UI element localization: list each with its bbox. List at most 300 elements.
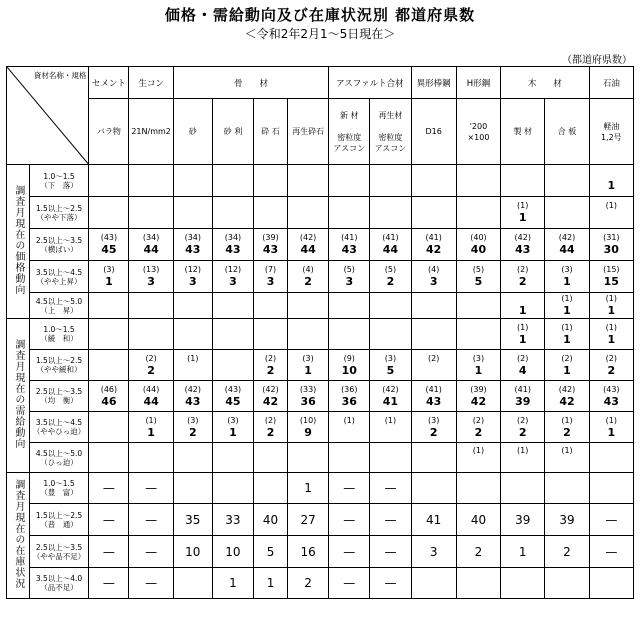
table-cell	[411, 536, 456, 568]
current-value	[213, 333, 253, 347]
spec-h-beam	[456, 99, 500, 165]
current-value: 2	[266, 363, 275, 377]
table-cell	[456, 536, 500, 568]
current-value: 2	[147, 363, 155, 377]
previous-value	[89, 445, 128, 456]
current-value	[213, 304, 253, 318]
previous-value	[174, 293, 212, 304]
current-value	[288, 179, 328, 193]
table-row	[7, 165, 634, 197]
table-cell	[411, 319, 456, 350]
previous-value: (1)	[145, 415, 157, 425]
table-cell	[545, 229, 589, 261]
table-cell	[456, 568, 500, 599]
table-cell	[589, 568, 633, 599]
table-row	[7, 319, 634, 350]
table-cell	[212, 536, 253, 568]
section-label-price	[7, 165, 30, 319]
stock-value: —	[102, 512, 115, 527]
spec-deformed-bar: D16	[411, 99, 456, 165]
previous-value: (43)	[603, 384, 620, 394]
current-value	[288, 333, 328, 347]
current-value	[457, 211, 500, 225]
current-value	[329, 333, 369, 347]
corner-label: 資材名称・規格	[33, 71, 87, 80]
spec-oil-1: 軽油	[603, 121, 620, 131]
table-cell	[370, 197, 411, 229]
table-cell	[329, 165, 370, 197]
previous-value: (1)	[343, 415, 355, 425]
spec-gravel: 砂 利	[212, 99, 253, 165]
stock-value	[590, 481, 633, 495]
current-value	[254, 333, 287, 347]
current-value: 2	[607, 363, 616, 377]
stock-value: —	[384, 544, 397, 559]
current-value: 1	[563, 304, 571, 317]
table-cell	[254, 293, 288, 319]
previous-value	[213, 322, 253, 333]
table-cell	[545, 319, 589, 350]
table-cell	[329, 412, 370, 443]
row-label	[29, 412, 89, 443]
row-label-desc: （品不足）	[40, 583, 78, 592]
previous-value: (2)	[605, 353, 617, 363]
table-cell	[545, 504, 589, 536]
current-value	[213, 179, 253, 193]
table-cell	[288, 412, 329, 443]
previous-value: (1)	[605, 322, 617, 332]
current-value: 1	[229, 425, 237, 439]
previous-value	[457, 293, 500, 304]
previous-value: (1)	[605, 201, 617, 210]
current-value: 44	[382, 243, 399, 256]
current-value	[412, 211, 456, 225]
previous-value	[370, 293, 410, 304]
previous-value: (1)	[384, 415, 397, 425]
spec-oil	[589, 99, 633, 165]
current-value: 43	[341, 243, 357, 256]
table-row	[7, 350, 634, 381]
current-value	[412, 456, 456, 470]
table-row	[7, 229, 634, 261]
table-cell	[89, 473, 129, 504]
table-cell	[254, 473, 288, 504]
previous-value	[129, 322, 172, 333]
previous-value	[213, 168, 253, 179]
row-label	[29, 350, 89, 381]
table-cell	[288, 536, 329, 568]
current-value: 1	[304, 363, 312, 377]
table-cell	[589, 261, 633, 293]
table-cell	[212, 319, 253, 350]
row-label	[29, 381, 89, 412]
previous-value: (2)	[428, 353, 440, 363]
row-label-range: 1.5以上～2.5	[35, 510, 83, 520]
header-corner	[7, 67, 89, 165]
table-cell	[173, 536, 212, 568]
current-value: 3	[266, 275, 275, 288]
row-label	[29, 443, 89, 473]
page-title: 価格・需給動向及び在庫状況別 都道府県数	[164, 6, 476, 24]
table-cell	[456, 197, 500, 229]
previous-value: (3)	[472, 353, 485, 363]
table-cell	[173, 319, 212, 350]
stock-value: —	[145, 576, 158, 590]
table-cell	[254, 229, 288, 261]
table-cell	[173, 473, 212, 504]
table-cell	[129, 381, 173, 412]
table-cell	[545, 165, 589, 197]
row-label-range: 1.0～1.5	[43, 171, 75, 181]
current-value: 43	[426, 394, 442, 408]
current-value: 1	[518, 304, 527, 317]
table-cell	[129, 536, 173, 568]
table-cell	[501, 536, 545, 568]
row-label-desc: （やや緩和）	[36, 365, 82, 374]
table-cell	[501, 197, 545, 229]
current-value: 43	[262, 243, 279, 256]
previous-value: (42)	[514, 233, 531, 242]
table-cell	[329, 229, 370, 261]
table-cell	[288, 293, 329, 319]
stock-value: 40	[262, 512, 279, 527]
table-cell	[329, 197, 370, 229]
previous-value	[329, 200, 369, 211]
table-cell	[212, 165, 253, 197]
current-value: 1	[518, 332, 527, 346]
previous-value: (41)	[341, 233, 358, 242]
current-value	[370, 426, 410, 440]
table-cell	[89, 412, 129, 443]
table-row	[7, 473, 634, 504]
table-cell	[501, 350, 545, 381]
table-cell	[288, 319, 329, 350]
previous-value	[457, 168, 500, 179]
header-cement: セメント	[89, 67, 129, 99]
table-cell	[173, 197, 212, 229]
table-cell	[456, 504, 500, 536]
row-label-range: 1.0～1.5	[43, 325, 75, 334]
current-value: 10	[341, 363, 357, 377]
unit-label: （都道府県数）	[562, 55, 632, 66]
current-value	[213, 364, 253, 378]
stock-value: —	[384, 576, 397, 590]
table-cell	[129, 504, 173, 536]
table-cell	[456, 412, 500, 443]
stock-value: —	[343, 544, 356, 559]
table-cell	[589, 197, 633, 229]
spec-asphalt-new-1: 新 材	[340, 110, 359, 120]
previous-value	[329, 322, 369, 333]
previous-value	[590, 445, 633, 456]
previous-value	[213, 200, 253, 211]
table-cell	[288, 229, 329, 261]
table-cell	[589, 293, 633, 319]
table-cell	[173, 293, 212, 319]
row-label-desc: （緩 和）	[40, 334, 78, 343]
table-cell	[173, 165, 212, 197]
current-value	[213, 456, 253, 470]
current-value: 45	[101, 243, 117, 256]
current-value: 43	[185, 394, 201, 408]
table-cell	[212, 229, 253, 261]
table-cell	[89, 165, 129, 197]
previous-value: (42)	[382, 384, 399, 394]
current-value: 4	[518, 363, 527, 377]
table-cell	[329, 261, 370, 293]
table-cell	[589, 319, 633, 350]
row-label-desc: （ひっ迫）	[40, 457, 78, 467]
row-label-range: 2.5以上～3.5	[35, 542, 83, 552]
spec-h-beam-1: '200	[469, 121, 488, 131]
previous-value: (36)	[341, 384, 358, 394]
current-value	[288, 211, 328, 225]
stock-value: 2	[563, 544, 571, 559]
previous-value: (39)	[262, 233, 279, 242]
current-value: 2	[188, 425, 197, 439]
previous-value	[590, 168, 633, 179]
current-value: 3	[229, 275, 237, 288]
current-value: 36	[300, 394, 316, 408]
previous-value	[129, 445, 172, 456]
table-cell	[370, 319, 411, 350]
table-cell	[173, 229, 212, 261]
row-label-desc: （やや下落）	[36, 212, 82, 222]
previous-value: (44)	[142, 384, 160, 394]
previous-value: (39)	[470, 384, 487, 394]
table-cell	[288, 473, 329, 504]
stock-value	[457, 576, 500, 590]
table-cell	[456, 443, 500, 473]
header-asphalt: アスファルト合材	[329, 67, 411, 99]
stock-value: 1	[266, 576, 275, 590]
spec-asphalt-rec-3: アスコン	[374, 143, 407, 153]
stock-value: 1	[229, 576, 237, 590]
table-cell	[370, 229, 411, 261]
current-value: 2	[518, 425, 527, 439]
row-label-range: 1.5以上～2.5	[35, 203, 83, 213]
current-value: 3	[345, 275, 354, 288]
current-value	[89, 179, 128, 193]
current-value	[457, 304, 500, 318]
current-value	[174, 304, 212, 318]
previous-value	[412, 445, 456, 456]
table-row	[7, 381, 634, 412]
current-value: 1	[607, 332, 616, 346]
stock-value: 35	[185, 512, 201, 527]
row-label-desc: （均 衡）	[40, 396, 78, 405]
current-value: 46	[101, 394, 117, 408]
section-label-text: 調査月現在の在庫状況	[12, 479, 24, 589]
current-value	[545, 179, 588, 193]
table-cell	[370, 350, 411, 381]
table-cell	[370, 381, 411, 412]
stock-value: —	[102, 544, 115, 559]
previous-value	[501, 293, 544, 304]
current-value: 3	[147, 275, 155, 288]
previous-value	[213, 445, 253, 456]
row-label-range: 1.0～1.5	[43, 479, 75, 488]
stock-value: —	[102, 481, 115, 495]
table-cell	[173, 412, 212, 443]
previous-value: (3)	[227, 415, 239, 425]
table-cell	[173, 504, 212, 536]
table-cell	[370, 443, 411, 473]
current-value: 5	[386, 363, 395, 377]
previous-value: (1)	[561, 446, 573, 455]
stock-value: —	[343, 576, 356, 590]
previous-value	[288, 293, 328, 304]
current-value: 1	[607, 179, 616, 192]
table-cell	[370, 293, 411, 319]
current-value: 1	[563, 332, 571, 346]
table-cell	[501, 412, 545, 443]
current-value	[288, 304, 328, 318]
spec-recycled-crushed: 再生砕石	[288, 99, 329, 165]
current-value: 44	[300, 243, 316, 256]
table-cell	[589, 412, 633, 443]
section-label-supply	[7, 319, 30, 473]
table-cell	[329, 350, 370, 381]
previous-value: (46)	[100, 384, 118, 394]
current-value: 1	[518, 211, 527, 224]
table-cell	[589, 473, 633, 504]
table-cell	[129, 412, 173, 443]
previous-value	[254, 200, 287, 211]
row-label	[29, 473, 89, 504]
header-kotsuzai: 骨 材	[173, 67, 328, 99]
row-label-desc: （上 昇）	[40, 305, 78, 315]
current-value	[129, 179, 172, 193]
section-label-stock	[7, 473, 30, 599]
previous-value: (7)	[264, 265, 277, 274]
table-cell	[411, 412, 456, 443]
previous-value	[412, 168, 456, 179]
previous-value: (2)	[517, 353, 529, 363]
current-value: 2	[474, 425, 483, 439]
current-value	[545, 211, 588, 225]
stock-value	[501, 481, 544, 495]
previous-value: (3)	[103, 265, 115, 274]
current-value: 42	[470, 394, 487, 408]
current-value	[89, 211, 128, 225]
current-value: 42	[426, 243, 442, 256]
table-cell	[456, 261, 500, 293]
table-cell	[288, 350, 329, 381]
row-label-range: 1.5以上～2.5	[35, 356, 83, 365]
previous-value	[329, 293, 369, 304]
row-label	[29, 536, 89, 568]
table-cell	[456, 319, 500, 350]
current-value	[254, 211, 287, 225]
stock-value: 10	[185, 544, 201, 559]
previous-value	[129, 293, 172, 304]
current-value: 1	[607, 425, 616, 439]
row-label-desc: （やや品不足）	[32, 551, 86, 561]
stock-value	[412, 481, 456, 495]
current-value	[89, 456, 128, 470]
stock-value: —	[343, 512, 356, 527]
table-cell	[254, 381, 288, 412]
current-value: 2	[563, 425, 571, 439]
table-row	[7, 504, 634, 536]
table-cell	[589, 381, 633, 412]
current-value: 42	[262, 394, 279, 408]
previous-value	[174, 322, 212, 333]
header-deformed-bar: 異形棒鋼	[411, 67, 456, 99]
previous-value	[254, 322, 287, 333]
table-cell	[411, 381, 456, 412]
current-value	[370, 456, 410, 470]
previous-value: (34)	[224, 233, 242, 242]
stock-value: 40	[470, 512, 487, 527]
current-value: 44	[143, 243, 159, 256]
row-label	[29, 319, 89, 350]
previous-value: (43)	[100, 233, 118, 242]
row-label	[29, 229, 89, 261]
table-cell	[411, 261, 456, 293]
row-label-desc: （ややひっ迫）	[32, 427, 86, 436]
row-label-desc: （下 落）	[40, 180, 78, 190]
row-label-desc: （やや上昇）	[36, 276, 82, 286]
spec-plywood: 合 板	[545, 99, 589, 165]
table-cell	[254, 197, 288, 229]
previous-value	[412, 293, 456, 304]
stock-value: 10	[225, 544, 241, 559]
current-value: 1	[105, 275, 113, 288]
table-cell	[545, 443, 589, 473]
table-cell	[411, 568, 456, 599]
row-label-desc: （豊 富）	[40, 488, 78, 497]
previous-value	[329, 445, 369, 456]
stock-value: 2	[474, 544, 483, 559]
table-cell	[456, 165, 500, 197]
previous-value: (1)	[472, 446, 485, 455]
stock-value	[412, 576, 456, 590]
previous-value	[89, 200, 128, 211]
current-value	[457, 333, 500, 347]
table-cell	[589, 536, 633, 568]
current-value	[370, 179, 410, 193]
current-value: 44	[143, 394, 159, 408]
previous-value: (5)	[472, 265, 485, 274]
current-value	[590, 456, 633, 470]
spec-asphalt-recycled	[370, 99, 411, 165]
table-cell	[288, 165, 329, 197]
previous-value	[288, 168, 328, 179]
survey-table	[6, 66, 634, 599]
previous-value	[174, 168, 212, 179]
current-value: 3	[429, 275, 438, 288]
table-cell	[589, 443, 633, 473]
current-value	[254, 456, 287, 470]
previous-value: (2)	[517, 265, 529, 274]
table-row	[7, 568, 634, 599]
spec-namacon: 21N/mm2	[129, 99, 173, 165]
stock-value: 1	[518, 544, 527, 559]
corner-diagonal	[7, 67, 88, 164]
row-label-desc: （普 通）	[40, 519, 78, 529]
row-label-range: 4.5以上～5.0	[35, 448, 83, 458]
current-value: 43	[603, 394, 619, 408]
previous-value: (3)	[561, 265, 573, 274]
previous-value: (3)	[187, 415, 199, 425]
table-cell	[370, 568, 411, 599]
previous-value: (10)	[299, 415, 317, 425]
current-value	[412, 333, 456, 347]
row-label	[29, 293, 89, 319]
previous-value	[288, 322, 328, 333]
